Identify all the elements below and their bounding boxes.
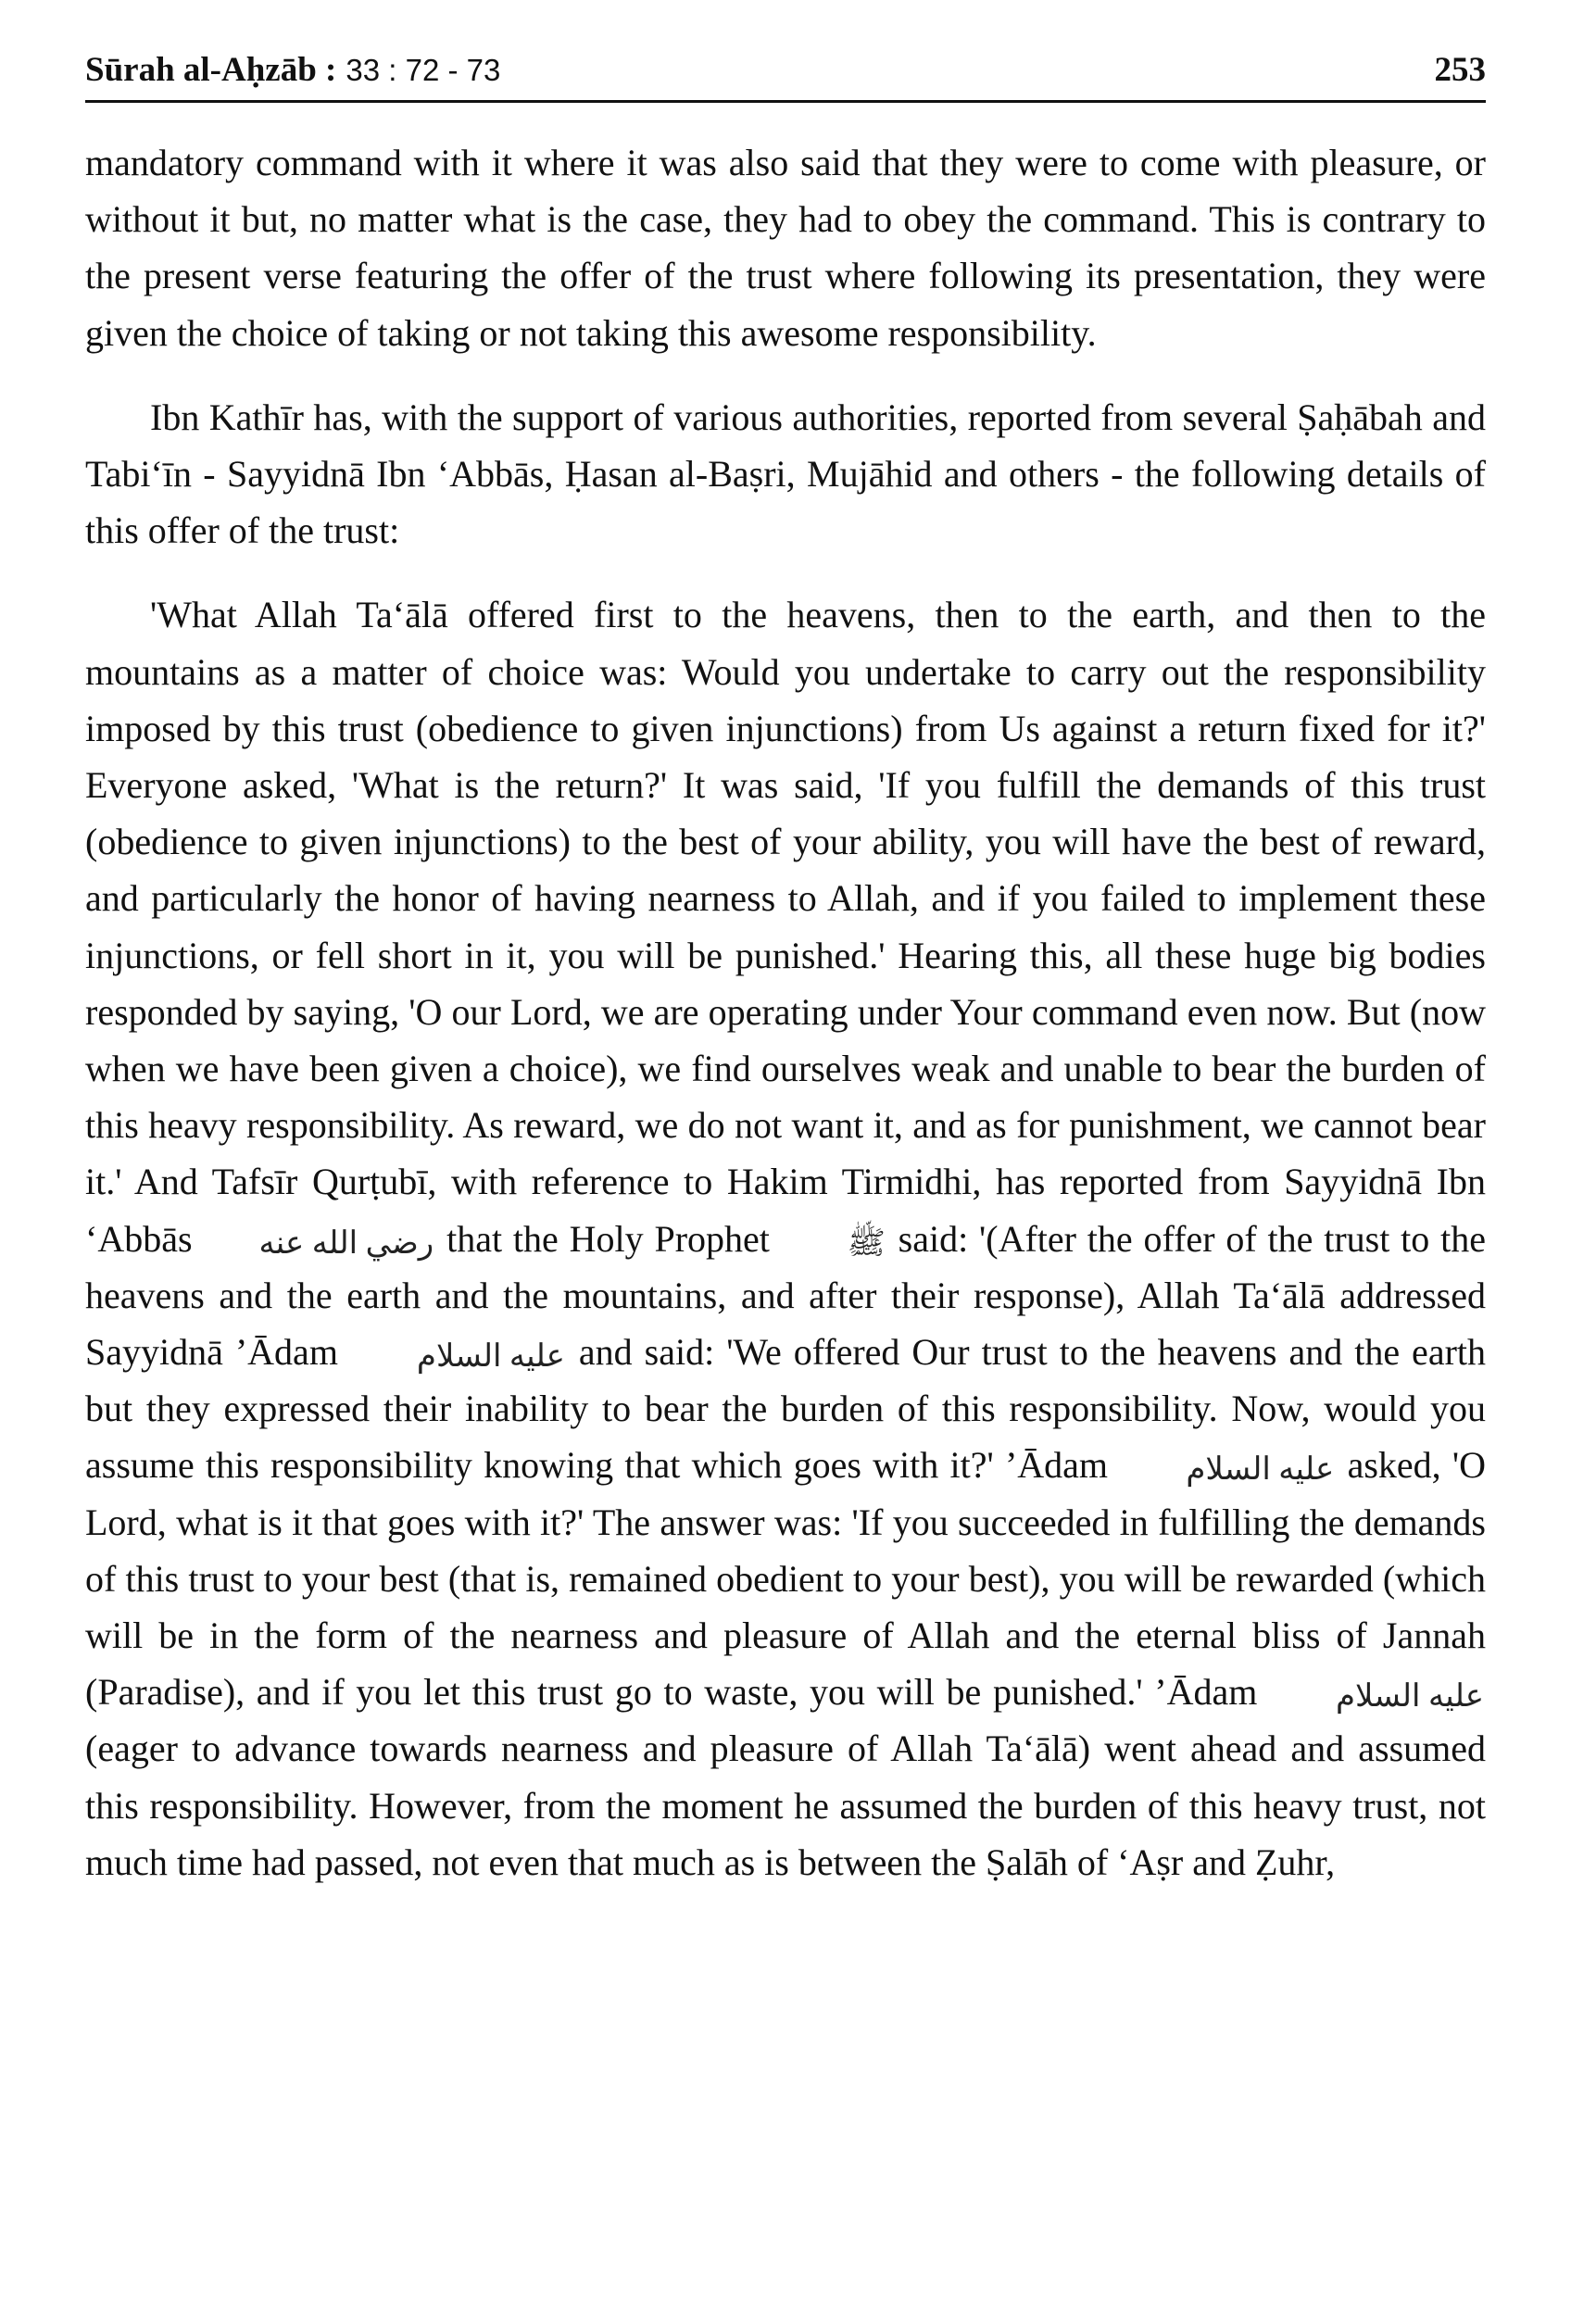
paragraph-text: mandatory command with it where it was also said that they were to come with pleasure, or without it but, no matter what is the case, they had to obey the command. This is contrary to the present verse featuring the offer of the trust where following its presentation, they were given the choice of taking or not taking this awesome responsibility. xyxy=(85,142,1486,354)
honorific-radiyallahu-anhu: رضي الله عنه xyxy=(258,1225,434,1261)
paragraph-text: 'What Allah Ta‘ālā offered first to the heavens, then to the earth, and then to the mountains as a matter of choice was: Would you undertake to carry out the responsibility imposed by this trust (obedience to given injunctions) from Us against a return fixed for it?' Everyone asked, 'What is the return?' It was said, 'If you fulfill the demands of this trust (obedience to given injunctions) to the best of your ability, you will have the best of reward, and particularly the honor of having nearness to Allah, and if you failed to implement these injunctions, or fell short in it, you will be punished.' Hearing this, all these huge big bodies responded by saying, 'O our Lord, we are operating under Your command even now. But (now when we have been given a choice), we find ourselves weak and unable to bear the burden of this heavy responsibility. As reward, we do not want it, and as for punishment, we cannot bear it.' And Tafsīr Qurṭubī, with reference to Hakim Tirmidhi, has reported from Sayyidnā Ibn ‘Abbās xyxy=(85,594,1486,1260)
honorific-alayhis-salam: عليه السلام xyxy=(416,1339,565,1375)
paragraph-text: asked, 'O Lord, what is it that goes with it?' The answer was: 'If you succeeded in fulfilling the demands of this trust to your best (that is, remained obedient to your best), you will be rewarded (which will be in the form of the nearness and pleasure of Allah and the eternal bliss of Jannah (Paradise), and if you let this trust go to waste, you will be punished.' ’Ādam xyxy=(85,1444,1487,1714)
paragraph-ibn-kathir xyxy=(85,389,1486,559)
honorific-alayhis-salam: عليه السلام xyxy=(1186,1452,1335,1488)
page-number: 253 xyxy=(1434,51,1486,89)
honorific-salawat: ﷺ xyxy=(847,1225,886,1261)
paragraph-text: Ibn Kathīr has, with the support of various authorities, reported from several Ṣaḥābah and Tabi‘īn - Sayyidnā Ibn ‘Abbās, Ḥasan al-Baṣri, Mujāhid and others - the following details of this offer of the trust: xyxy=(85,396,1486,552)
body-text xyxy=(85,134,1486,1891)
honorific-alayhis-salam: عليه السلام xyxy=(1335,1679,1484,1715)
paragraph-text: and said: 'We offered Our trust to the heavens and the earth but they expressed their inability to bear the burden of this responsibility. Now, would you assume this responsibility knowing that which goes with it?' ’Ādam xyxy=(85,1331,1486,1487)
surah-title: Sūrah al-Aḥzāb : xyxy=(85,51,337,89)
paragraph-narration xyxy=(85,586,1486,1891)
paragraph-text: (eager to advance towards nearness and pleasure of Allah Ta‘ālā) went ahead and assumed this responsibility. However, from the moment he assumed the burden of this heavy trust, not much time had passed, not even that much as is between the Ṣalāh of ‘Aṣr and Ẓuhr, xyxy=(85,1727,1486,1883)
paragraph-text: that the Holy Prophet xyxy=(435,1217,781,1260)
book-page xyxy=(85,46,1486,1891)
paragraph-continuation xyxy=(85,134,1486,361)
verse-reference: 33 : 72 - 73 xyxy=(346,53,501,87)
header-left xyxy=(85,46,500,94)
running-header xyxy=(85,46,1486,103)
paragraph-text: said: '(After the offer of the trust to the heavens and the earth and the mountains, and after their response), Allah Ta‘ālā addressed Sayyidnā ’Ādam xyxy=(85,1217,1487,1374)
